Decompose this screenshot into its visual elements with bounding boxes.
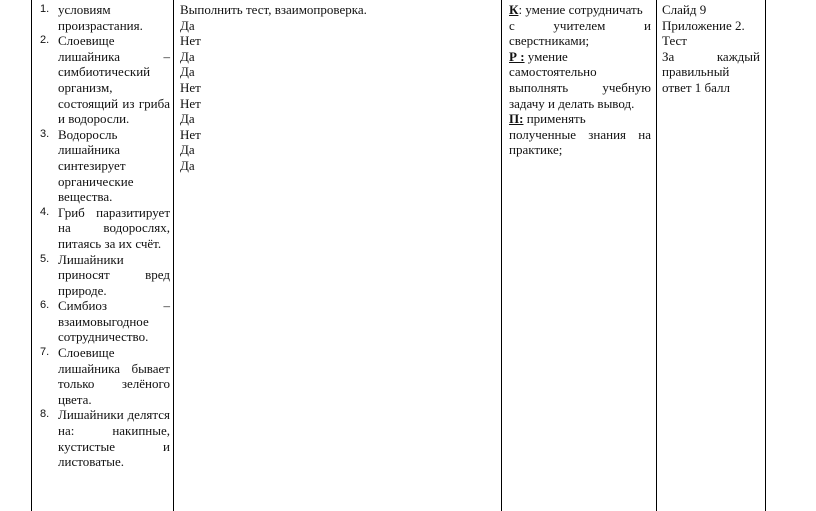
statement-text: условиям произрастания.: [58, 2, 143, 33]
competency-text: применять: [526, 111, 586, 127]
statement-item: [36, 205, 170, 252]
statement-text: Слоевище лишайника – симбиотический организм, состоящий из гриба и водоросли.: [58, 33, 170, 127]
activity-title: Выполнить тест, взаимопроверка.: [180, 2, 367, 17]
answer-item: Нет: [180, 79, 201, 95]
competency-separator: :: [518, 2, 523, 17]
statement-item: [36, 2, 170, 33]
statement-number: 4.: [40, 205, 50, 218]
competency-line: с учителем и: [509, 17, 651, 33]
competency-line: выполнять учебную: [509, 79, 651, 95]
statements-cell: [36, 2, 170, 470]
answer-item: Да: [180, 111, 195, 127]
answer-item: Нет: [180, 33, 201, 49]
competency-line: задачу и делать вывод.: [509, 95, 635, 111]
statement-item: [36, 407, 170, 469]
answer-item: Нет: [180, 95, 201, 111]
statements-list: [36, 2, 170, 470]
statement-item: [36, 345, 170, 407]
statement-item: [36, 298, 170, 345]
competency-text: умение самостоятельно: [509, 48, 597, 80]
competency-line: сверстниками;: [509, 33, 590, 49]
competency-label: П:: [509, 111, 524, 127]
competency-line: [509, 2, 651, 18]
competencies-list: [509, 2, 651, 158]
competency-line: практике;: [509, 142, 563, 158]
competency-text: умение сотрудничать: [525, 2, 643, 17]
resource-line: правильный: [662, 64, 730, 80]
statement-item: [36, 252, 170, 299]
table-border-col1: [173, 0, 174, 511]
statement-number: 3.: [40, 127, 50, 140]
answer-item: Да: [180, 64, 195, 80]
statement-text: Лишайники приносят вред природе.: [58, 251, 170, 298]
statement-text: Гриб паразитирует на водорослях, питаясь за их счёт.: [58, 204, 170, 251]
answer-item: Да: [180, 142, 195, 158]
answer-item: Да: [180, 157, 195, 173]
resource-line: Тест: [662, 33, 687, 49]
answers-list: [180, 18, 495, 174]
statement-item: [36, 127, 170, 205]
statement-number: 7.: [40, 346, 50, 359]
resource-line: Приложение 2.: [662, 17, 745, 33]
answer-item: Нет: [180, 126, 201, 142]
statement-item: [36, 33, 170, 127]
statement-number: 8.: [40, 408, 50, 421]
table-border-col4: [765, 0, 766, 511]
statement-number: 5.: [40, 252, 50, 265]
competencies-cell: [509, 2, 651, 158]
statement-text: Симбиоз – взаимовыгодное сотрудничество.: [58, 298, 170, 345]
activity-cell: [180, 2, 495, 174]
competency-line: [509, 49, 651, 80]
table-border-col2: [501, 0, 502, 511]
competency-label: Р :: [509, 48, 525, 64]
competency-label: К: [509, 2, 519, 17]
answer-item: Да: [180, 17, 195, 33]
statement-text: Слоевище лишайника бывает только зелёного цвета.: [58, 345, 170, 407]
statement-number: 1.: [40, 3, 50, 15]
resource-line: ответ 1 балл: [662, 79, 730, 95]
answer-item: Да: [180, 48, 195, 64]
table-border-left: [31, 0, 32, 511]
table-border-col3: [656, 0, 657, 511]
statement-number: 6.: [40, 299, 50, 312]
competency-line: [509, 111, 651, 127]
resources-cell: [662, 2, 760, 96]
competency-line: полученные знания на: [509, 126, 651, 142]
statement-text: Водоросль лишайника синтезирует органические вещества.: [58, 126, 134, 205]
resource-line: За каждый: [662, 48, 760, 64]
resource-line: Слайд 9: [662, 2, 707, 17]
statement-text: Лишайники делятся на: накипные, кустистые и листоватые.: [58, 407, 170, 470]
statement-number: 2.: [40, 34, 50, 47]
